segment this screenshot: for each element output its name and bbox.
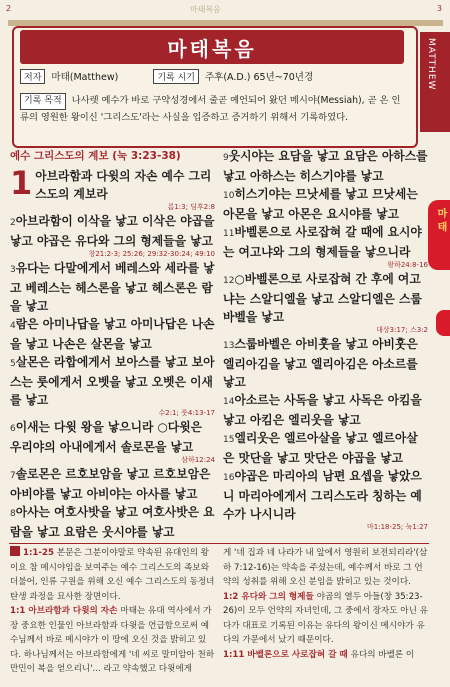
book-title: 마태복음 xyxy=(167,36,257,61)
verse xyxy=(223,335,428,391)
date-tag: 기록 시기 xyxy=(153,69,199,84)
chapter-number: 1 xyxy=(10,164,33,202)
study-notes xyxy=(10,546,430,687)
verse xyxy=(223,185,428,223)
verse-text: 히스기야는 므낫세를 낳고 므낫세는 아몬을 낳고 아몬은 요시야를 낳고 xyxy=(223,187,418,221)
page-number-right: 3 xyxy=(436,4,442,13)
verse-number: 3 xyxy=(10,265,16,275)
page-number-left: 2 xyxy=(6,4,12,13)
verse-list-right xyxy=(223,147,428,532)
study-note xyxy=(10,604,215,677)
verse-number: 14 xyxy=(223,397,235,407)
verse xyxy=(223,147,428,185)
thumb-index-tab[interactable] xyxy=(428,200,450,270)
cross-reference[interactable]: 왕하24:8-16 xyxy=(387,261,428,269)
verse xyxy=(10,465,215,503)
verse xyxy=(10,353,215,418)
side-book-tab[interactable] xyxy=(420,32,450,132)
verse-text: 바벨론으로 사로잡혀 갈 때에 요시야는 여고냐와 그의 형제들을 낳으니라 xyxy=(223,225,422,259)
verse-number: 13 xyxy=(223,341,235,351)
note-text: 마태는 유대 역사에서 가장 중요한 인물인 아브라함과 다윗을 언급함으로써 예수님께서 바로 메시야가 이 땅에 오신 것을 밝히고 있다. 하나님께서는 아브라함에게 '네 씨로 말미암아 천하 만민이 복을 얻으리니'... 라고 약속했고 다윗에게 xyxy=(10,606,215,674)
verse-number: 16 xyxy=(223,473,235,483)
verse-text: 이새는 다윗 왕을 낳으니라 ○다윗은 우리야의 아내에게서 솔로몬을 낳고 xyxy=(10,420,202,454)
note-text: 본문은 그분이야말로 약속된 유대인의 왕이요 참 메시야임을 보여주는 예수 그리스도의 족보와 더불어, 인류 구원을 위해 오신 예수 그리스도의 동정녀 탄생 과정을 묘사한 장면이다. xyxy=(10,548,215,602)
verse-text: 야곱은 마리아의 남편 요셉을 낳았으니 마리아에게서 그리스도라 칭하는 예수가 나시니라 xyxy=(223,469,422,521)
notes-column-right xyxy=(223,546,428,662)
cross-reference[interactable]: 창21:2-3; 25:26; 29:32-30:24; 49:10 xyxy=(88,250,215,258)
cross-reference[interactable]: 마1:18-25; 눅1:27 xyxy=(367,523,428,531)
side-book-label: MATTHEW xyxy=(426,38,436,91)
verse-number: 12 xyxy=(223,276,235,286)
verse xyxy=(223,270,428,335)
verse-text: 람은 아미나답을 낳고 아미나답은 나손을 낳고 나손은 살몬을 낳고 xyxy=(10,317,215,351)
book-title-bar xyxy=(20,30,404,64)
verse xyxy=(10,503,215,541)
verse xyxy=(223,223,428,270)
running-head xyxy=(0,0,450,22)
verse-text: 아브라함과 다윗의 자손 예수 그리스도의 계보라 xyxy=(35,169,212,201)
study-note xyxy=(223,590,428,648)
verse-text: 엘리웃은 엘르아살을 낳고 엘르아살은 맛단을 낳고 맛단은 야곱을 낳고 xyxy=(223,431,418,465)
verse-number: 5 xyxy=(10,359,16,369)
verse-number: 15 xyxy=(223,435,235,445)
verse-number: 4 xyxy=(10,321,16,331)
verse-number: 6 xyxy=(10,424,16,434)
note-text: 야곱의 열두 아들(창 35:23-26)이 모두 언약의 자녀인데, 그 중에서 장자도 아닌 유다가 대표로 기록된 이유는 유다의 왕이신 메시야가 유다의 가문에서 났기 때문이다. xyxy=(223,591,428,645)
note-heading: 1:11 바벨론으로 사로잡혀 갈 때 xyxy=(223,649,351,660)
cross-reference[interactable]: 대상3:17; 스3:2 xyxy=(376,326,428,334)
pen-icon xyxy=(10,546,20,556)
section-heading: 예수 그리스도의 계보 (눅 3:23-38) xyxy=(10,150,181,162)
purpose-tag: 기록 목적 xyxy=(20,93,66,110)
author-tag: 저자 xyxy=(20,69,45,84)
note-text: 유다의 바벨론 이 xyxy=(350,649,415,660)
verse xyxy=(10,315,215,353)
verse-number: 11 xyxy=(223,229,235,239)
study-note xyxy=(223,648,428,663)
verse xyxy=(10,259,215,315)
verse-text: 아소르는 사독을 낳고 사독은 아킴을 낳고 아킴은 엘리웃을 낳고 xyxy=(223,393,422,427)
purpose-text: 나사렛 예수가 바로 구약성경에서 줄곧 예언되어 왔던 메시야(Messiah), 곧 온 인류의 영원한 왕이신 '그리스도'라는 사실을 입증하고 증거하기 위해서 기록하였다. xyxy=(20,95,401,123)
book-meta xyxy=(20,69,404,87)
verse-number: 7 xyxy=(10,471,16,481)
verse xyxy=(10,418,215,465)
cross-reference[interactable]: 롬1:3; 딤후2:8 xyxy=(167,203,215,211)
verse-number: 10 xyxy=(223,191,235,201)
verse-text: 살몬은 라합에게서 보아스를 낳고 보아스는 룻에게서 오벳을 낳고 오벳은 이새를 낳고 xyxy=(10,355,215,407)
notes-column-left xyxy=(10,546,215,677)
verse xyxy=(10,164,215,212)
verse xyxy=(223,391,428,429)
scripture-column-left xyxy=(10,147,215,541)
cross-reference[interactable]: 수2:1; 룻4:13-17 xyxy=(158,409,215,417)
note-heading: 1:2 유다와 그의 형제들 xyxy=(223,591,317,602)
scripture-column-right xyxy=(223,147,428,532)
author-value: 마태(Matthew) xyxy=(51,72,119,83)
thumb-index-label: 마 태 xyxy=(435,208,446,232)
verse-text: 유다는 다말에게서 베레스와 세라를 낳고 베레스는 헤스론을 낳고 헤스론은 람을 낳고 xyxy=(10,261,215,313)
verse xyxy=(10,212,215,259)
verse-text: 솔로몬은 르호보암을 낳고 르호보암은 아비야를 낳고 아비야는 아사를 낳고 xyxy=(10,467,211,501)
cross-reference[interactable]: 삼하12:24 xyxy=(181,456,215,464)
note-text: 게 '네 집과 네 나라가 내 앞에서 영원히 보전되리라'(삼하 7:12-16)는 약속을 주셨는데, 예수께서 바로 그 언약의 성취를 위해 오신 분임을 밝히고 있는 것이다. xyxy=(223,548,428,587)
verse-text: 아사는 여호사밧을 낳고 여호사밧은 요람을 낳고 요람은 웃시야를 낳고 xyxy=(10,505,215,539)
verse-number: 2 xyxy=(10,218,16,228)
running-head-label: 마태복음 xyxy=(190,5,221,14)
note-heading: 1:1 아브라함과 다윗의 자손 xyxy=(10,606,121,616)
verse-text: 웃시야는 요담을 낳고 요담은 아하스를 낳고 아하스는 히스기야를 낳고 xyxy=(223,149,428,183)
date-value: 주후(A.D.) 65년~70년경 xyxy=(205,72,314,83)
thumb-index-tab-small[interactable] xyxy=(436,310,450,336)
verse xyxy=(223,429,428,467)
verse xyxy=(223,467,428,532)
verse-number: 9 xyxy=(223,153,229,163)
study-note xyxy=(10,546,215,604)
notes-divider xyxy=(9,543,429,544)
study-note xyxy=(223,546,428,590)
verse-text: ○바벨론으로 사로잡혀 간 후에 여고냐는 스알디엘을 낳고 스알디엘은 스룹바벨을 낳고 xyxy=(223,272,422,324)
scripture-columns xyxy=(10,147,428,537)
verse-list-left xyxy=(10,164,215,541)
verse-text: 스룹바벨은 아비훗을 낳고 아비훗은 엘리아김을 낳고 엘리아김은 아소르를 낳고 xyxy=(223,337,418,389)
verse-number: 8 xyxy=(10,509,16,519)
note-heading: 1:1-25 xyxy=(23,548,57,558)
verse-text: 아브라함이 이삭을 낳고 이삭은 야곱을 낳고 야곱은 유다와 그의 형제들을 낳고 xyxy=(10,214,215,248)
book-purpose xyxy=(20,93,404,125)
